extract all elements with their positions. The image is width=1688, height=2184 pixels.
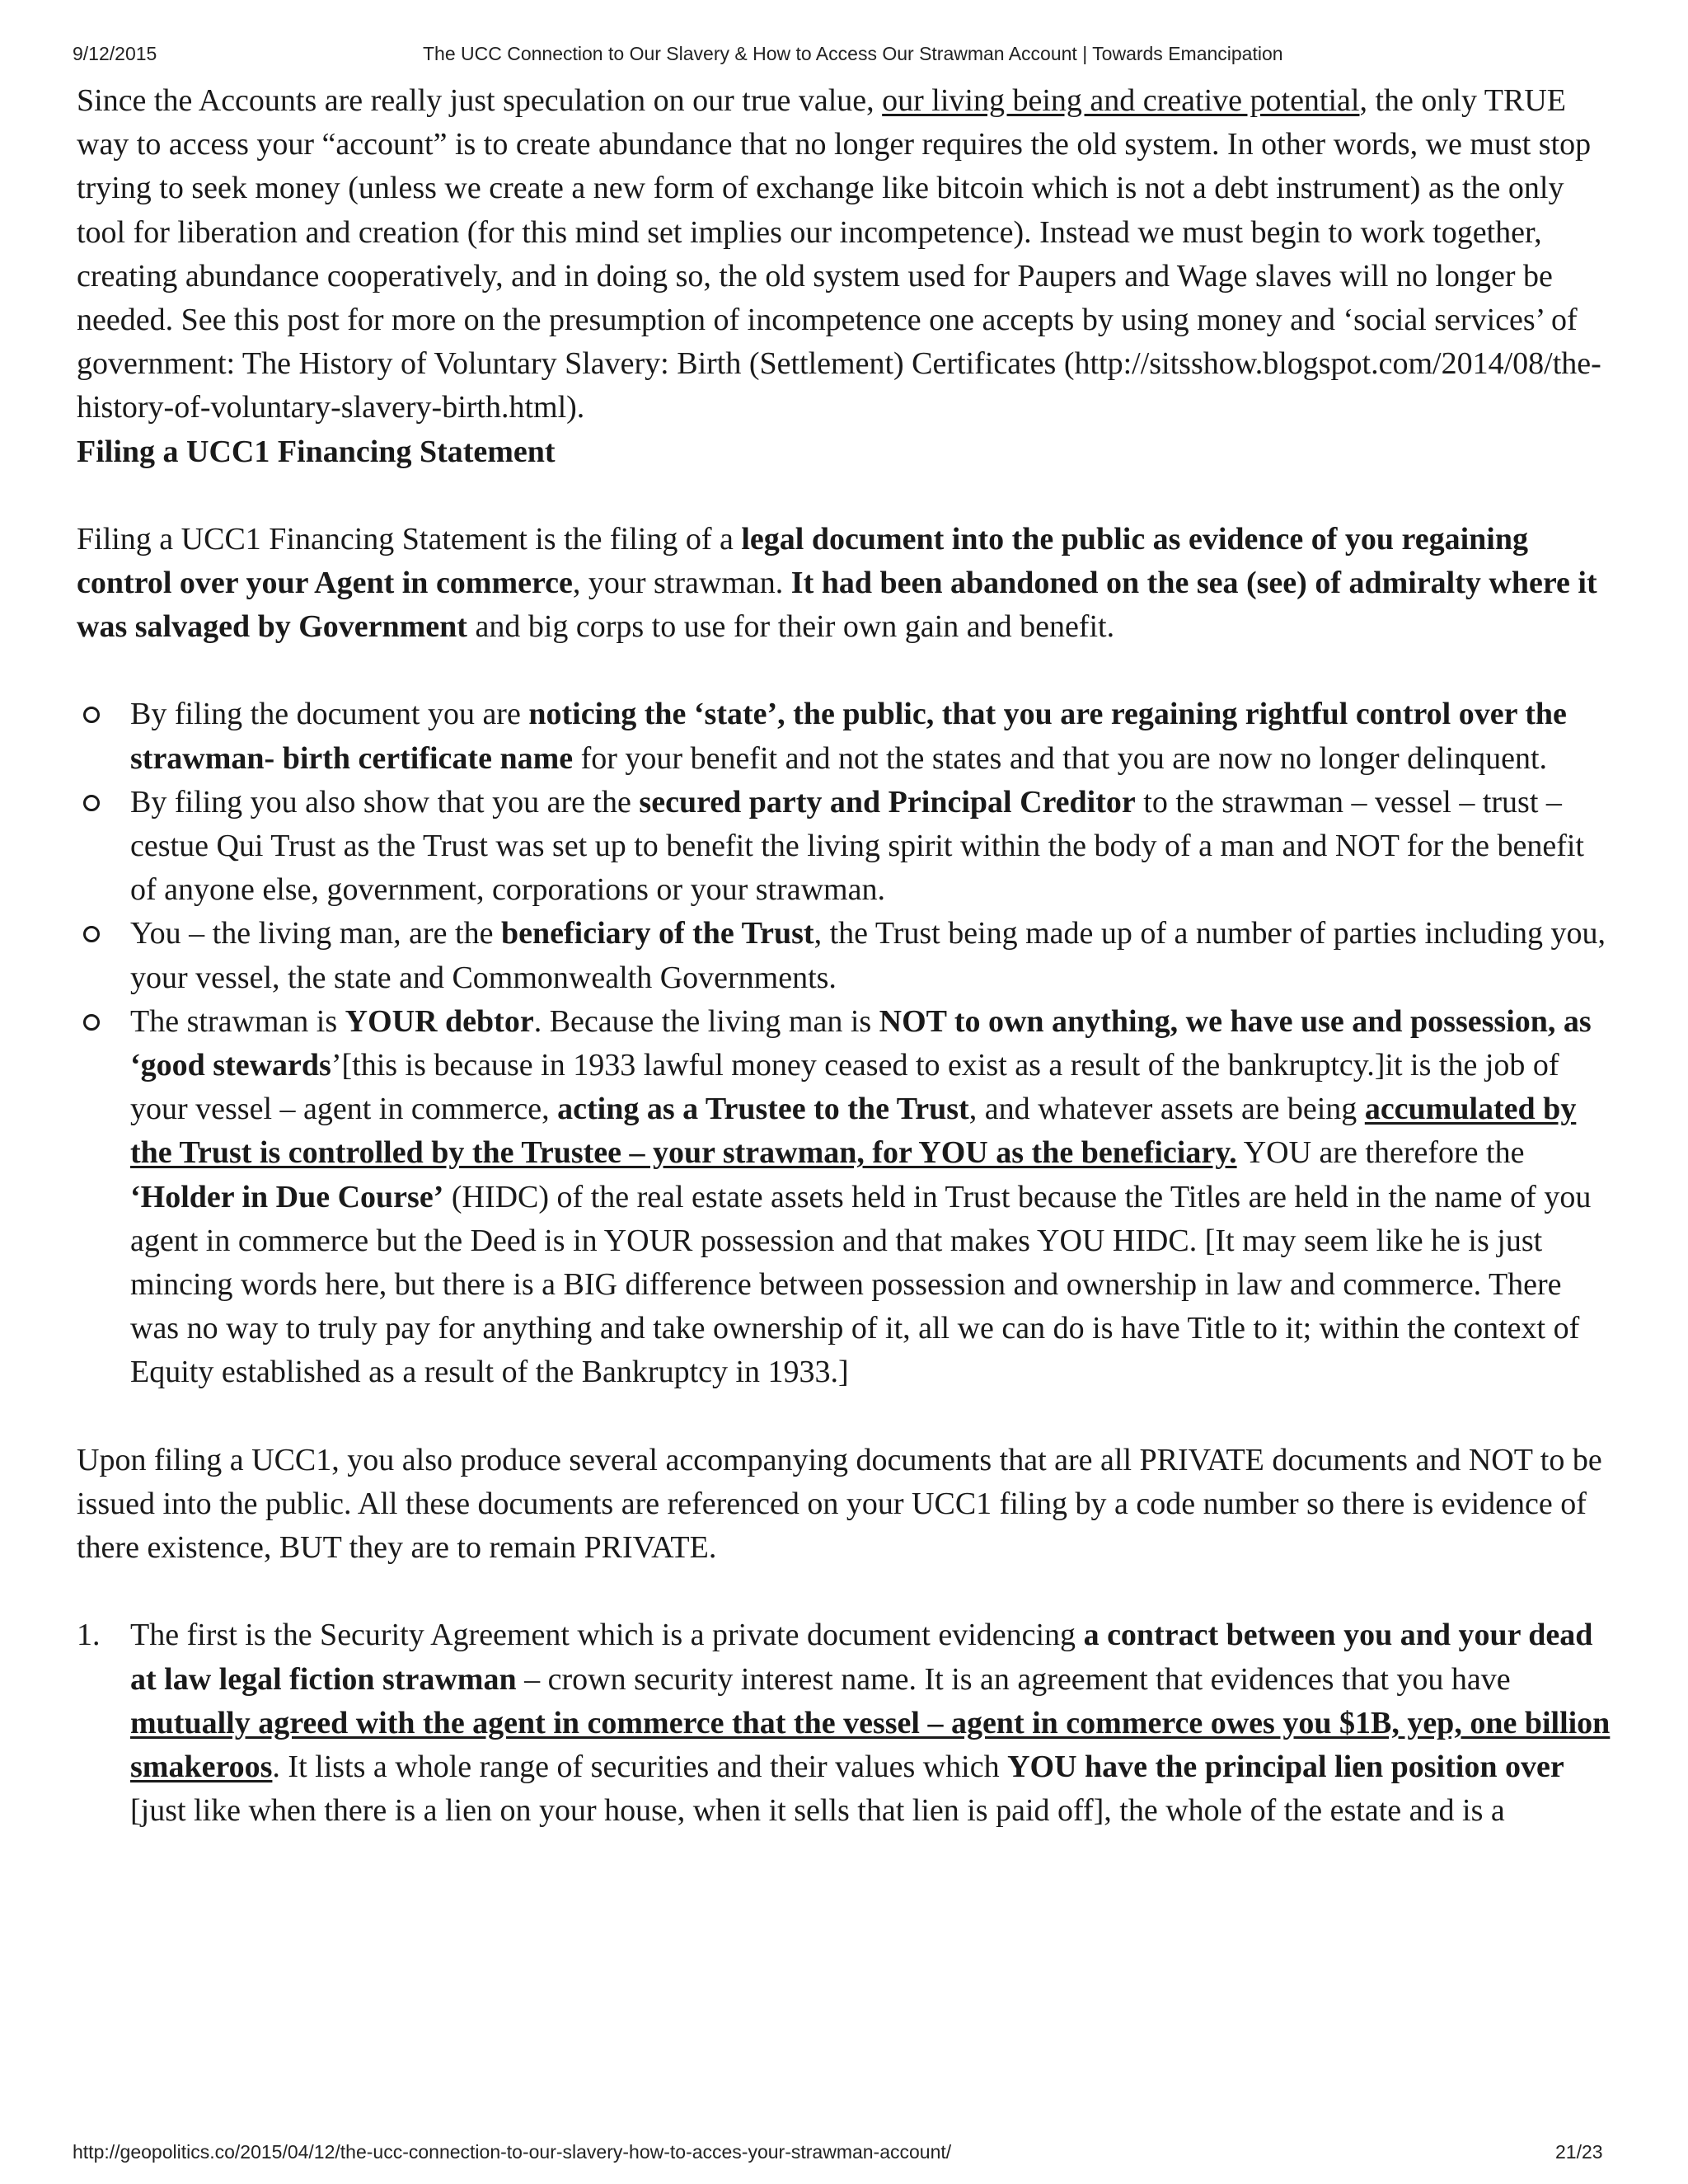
bullet-list <box>77 693 1611 1394</box>
list-item: By filing the document you are noticing the ‘state’, the public, that you are regaining rightful control over the strawman- birth certificate name for your benefit and not the states and that you are now no longer delinquent. <box>77 693 1611 780</box>
list-item: You – the living man, are the beneficiary of the Trust, the Trust being made up of a number of parties including you, your vessel, the state and Commonwealth Governments. <box>77 912 1611 999</box>
bullet-circle-icon <box>83 1014 100 1031</box>
intro-paragraph: Since the Accounts are really just speculation on our true value, our living being and creative potential, the only TRUE way to access your “account” is to create abundance that no longer requires the old system. In other words, we must stop trying to seek money (unless we create a new form of exchange like bitcoin which is not a debt instrument) as the only tool for liberation and creation (for this mind set implies our incompetence). Instead we must begin to work together, creating abundance cooperatively, and in doing so, the old system used for Paupers and Wage slaves will no longer be needed. See this post for more on the presumption of incompetence one accepts by using money and ‘social services’ of government: The History of Voluntary Slavery: Birth (Settlement) Certificates (http://sitsshow.blogspot.com/2014/08/the-history-of-voluntary-slavery-birth.html). <box>77 83 1601 425</box>
intro-underline: our living being and creative potential <box>882 83 1360 118</box>
page-number: 21/23 <box>1555 2141 1603 2163</box>
list-item: 1. The first is the Security Agreement which is a private document evidencing a contract between you and your dead at law legal fiction strawman – crown security interest name. It is an agreement that evidences that you have mutually agreed with the agent in commerce that the vessel – agent in commerce owes you $1B, yep, one billion smakeroos. It lists a whole range of securities and their values which YOU have the principal lien position over [just like when there is a lien on your house, when it sells that lien is paid off], the whole of the estate and is a <box>77 1618 1611 1829</box>
numbered-list <box>77 1613 1611 1833</box>
article-body <box>77 79 1611 1833</box>
list-item: The strawman is YOUR debtor. Because the living man is NOT to own anything, we have use and possession, as ‘good stewards’[this is because in 1933 lawful money ceased to exist as a result of the bankruptcy.]it is the job of your vessel – agent in commerce, acting as a Trustee to the Trust, and whatever assets are being accumulated by the Trust is controlled by the Trustee – your strawman, for YOU as the beneficiary. YOU are therefore the ‘Holder in Due Course’ (HIDC) of the real estate assets held in Trust because the Titles are held in the name of you agent in commerce but the Deed is in YOUR possession and that makes YOU HIDC. [It may seem like he is just mincing words here, but there is a BIG difference between possession and ownership in law and commerce. There was no way to truly pay for anything and take ownership of it, all we can do is have Title to it; within the context of Equity established as a result of the Bankruptcy in 1933.] <box>77 1000 1611 1395</box>
footer-url: http://geopolitics.co/2015/04/12/the-ucc-connection-to-our-slavery-how-to-acces-your-strawman-account/ <box>73 2141 952 2163</box>
section-heading: Filing a UCC1 Financing Statement <box>77 434 556 469</box>
filing-paragraph: Filing a UCC1 Financing Statement is the filing of a legal document into the public as evidence of you regaining control over your Agent in commerce, your strawman. It had been abandoned on the sea (see) of admiralty where it was salvaged by Government and big corps to use for their own gain and benefit. <box>77 521 1597 645</box>
private-docs-paragraph: Upon filing a UCC1, you also produce several accompanying documents that are all PRIVATE documents and NOT to be issued into the public. All these documents are referenced on your UCC1 filing by a code number so there is evidence of there existence, BUT they are to remain PRIVATE. <box>77 1442 1602 1566</box>
bullet-circle-icon <box>83 926 100 942</box>
bullet-circle-icon <box>83 707 100 723</box>
header-date: 9/12/2015 <box>73 43 157 64</box>
header-title: The UCC Connection to Our Slavery & How to Access Our Strawman Account | Towards Emancipation <box>423 43 1283 64</box>
bullet-circle-icon <box>83 795 100 811</box>
list-item: By filing you also show that you are the secured party and Principal Creditor to the strawman – vessel – trust – cestue Qui Trust as the Trust was set up to benefit the living spirit within the body of a man and NOT for the benefit of anyone else, government, corporations or your strawman. <box>77 781 1611 913</box>
